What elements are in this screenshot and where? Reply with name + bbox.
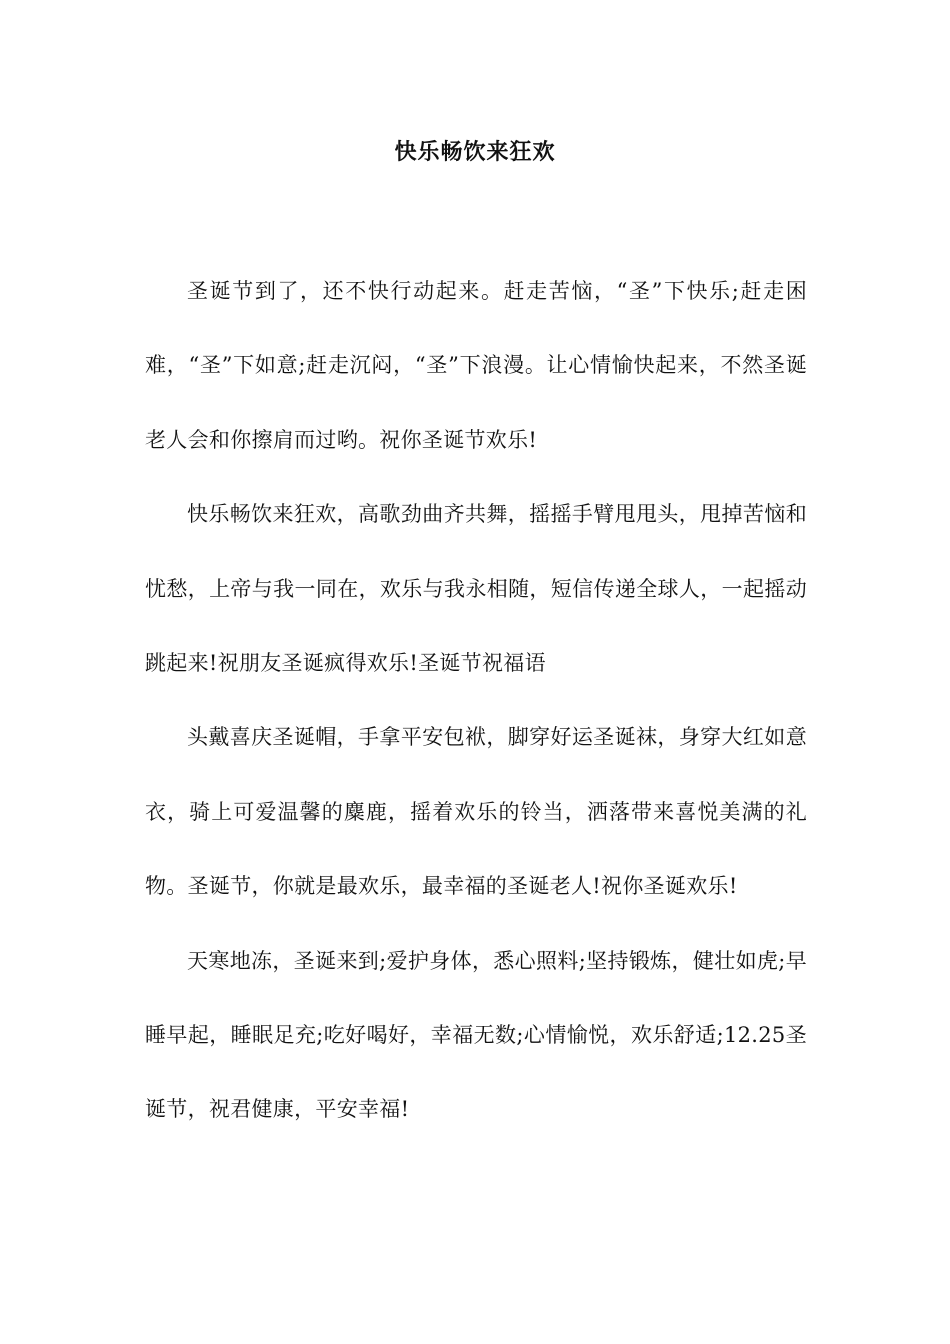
paragraph-4: 天寒地冻，圣诞来到;爱护身体，悉心照料;坚持锻炼，健壮如虎;早睡早起，睡眠足充;吃好喝好，幸福无数;心情愉悦，欢乐舒适;12.25圣诞节，祝君健康，平安幸福! xyxy=(145,948,807,1122)
paragraph-2: 快乐畅饮来狂欢，高歌劲曲齐共舞，摇摇手臂甩甩头，甩掉苦恼和忧愁，上帝与我一同在，欢乐与我永相随，短信传递全球人，一起摇动跳起来!祝朋友圣诞疯得欢乐!圣诞节祝福语 xyxy=(145,502,807,676)
document-body xyxy=(145,254,807,1147)
paragraph-3: 头戴喜庆圣诞帽，手拿平安包袱，脚穿好运圣诞袜，身穿大红如意衣，骑上可爱温馨的麋鹿，摇着欢乐的铃当，洒落带来喜悦美满的礼物。圣诞节，你就是最欢乐，最幸福的圣诞老人!祝你圣诞欢乐! xyxy=(145,725,807,899)
paragraph-1: 圣诞节到了，还不快行动起来。赶走苦恼，“圣”下快乐;赶走困难，“圣”下如意;赶走沉闷，“圣”下浪漫。让心情愉快起来，不然圣诞老人会和你擦肩而过哟。祝你圣诞节欢乐! xyxy=(145,279,807,452)
document-title: 快乐畅饮来狂欢 xyxy=(394,139,556,165)
